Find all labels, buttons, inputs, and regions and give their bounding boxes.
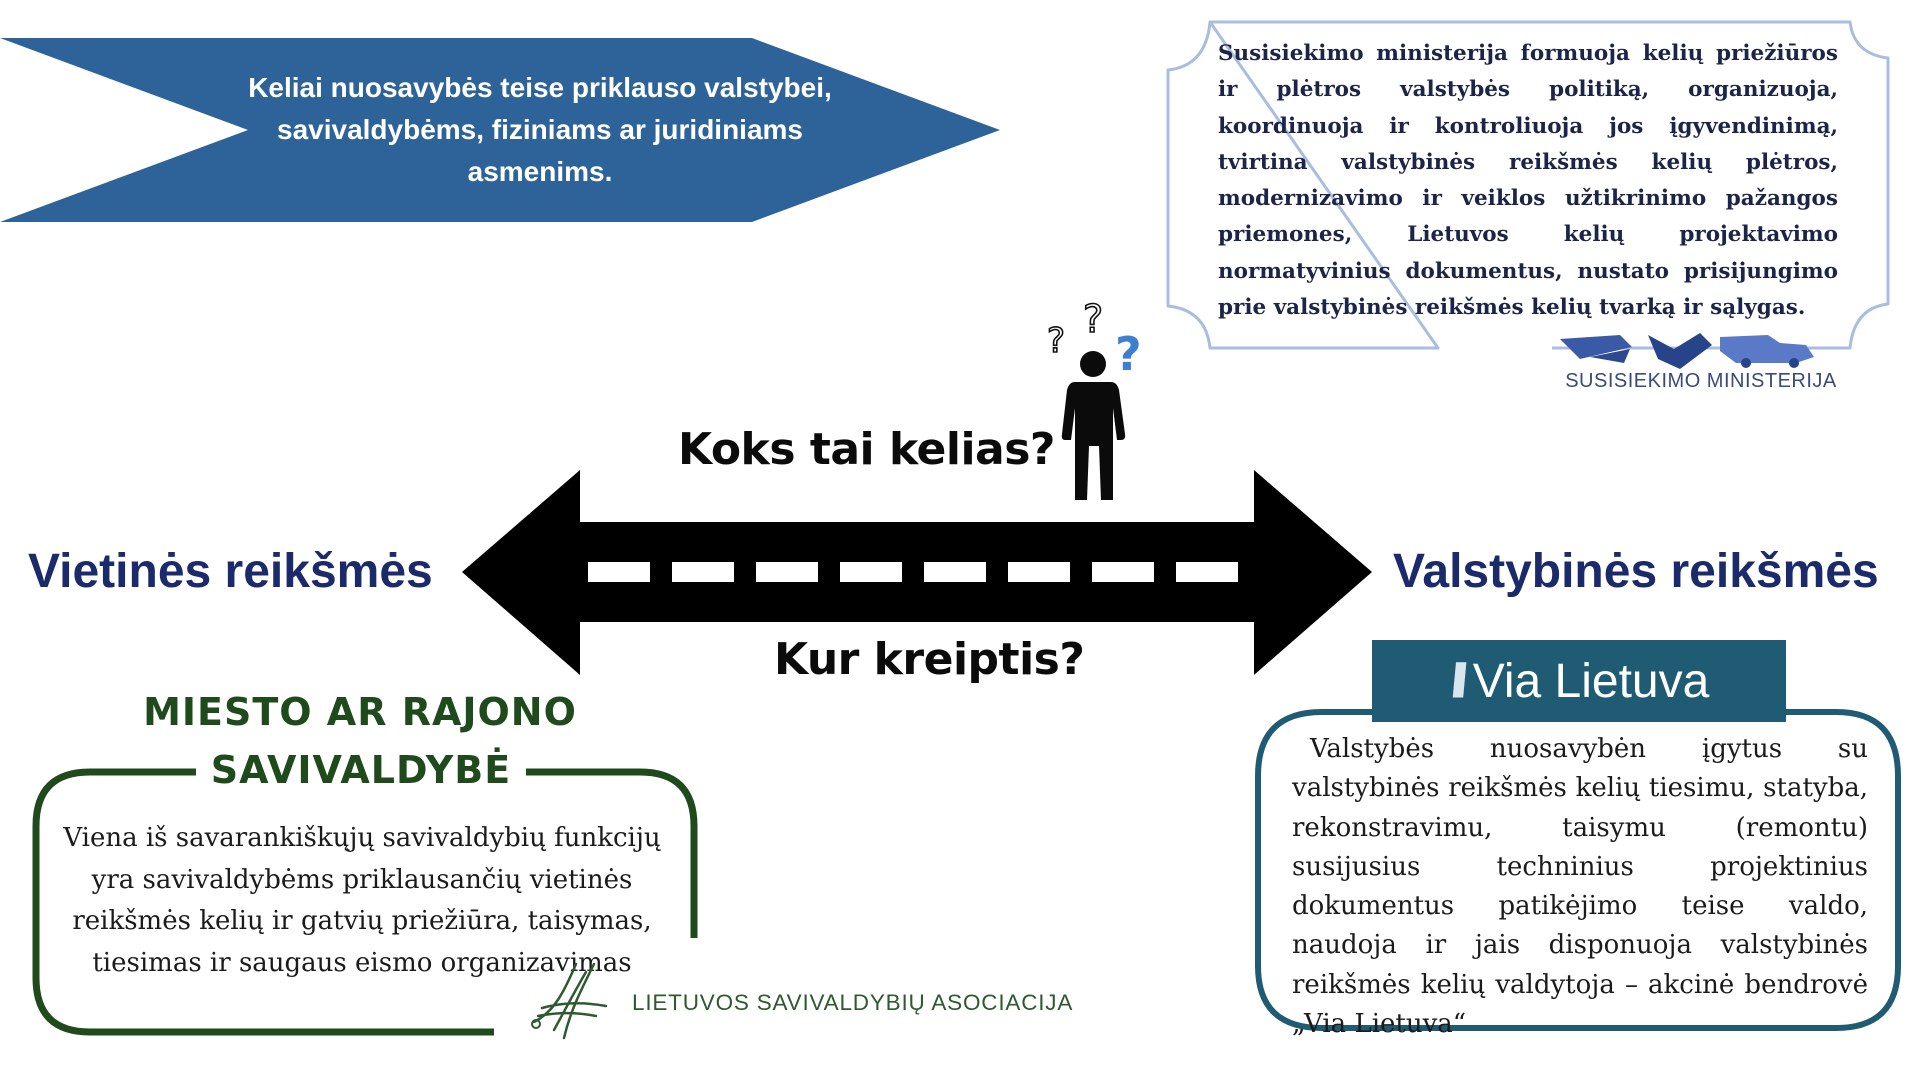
ministry-logo-text: SUSISIEKIMO MINISTERIJA — [1565, 370, 1837, 392]
question-where-to-apply: Kur kreiptis? — [774, 634, 1085, 685]
label-local-significance: Vietinės reikšmės — [28, 545, 433, 598]
via-lietuva-logo — [1372, 640, 1786, 722]
road-arrow-icon — [462, 470, 1372, 675]
svg-text:?: ? — [1047, 321, 1066, 361]
banner-text: Keliai nuosavybės teise priklauso valstybei, savivaldybėms, fiziniams ar juridiniams asmenims. — [248, 72, 832, 187]
svg-text:?: ? — [1083, 300, 1104, 341]
via-lietuva-description-text: Valstybės nuosavybėn įgytus su valstybinės reikšmės kelių tiesimu, statyba, rekonstravimu, taisymu (remontu) susijusius techninius projektinius dokumentus patikėjimo teise valdo, naudoja ir jais disponuoja valstybinės reikšmės kelių valdytoja – akcinė bendrovė „Via Lietuva“ — [1292, 734, 1868, 1040]
municipality-title-line1: MIESTO AR RAJONO — [143, 690, 577, 734]
ministry-description: Susisiekimo ministerija formuoja kelių priežiūros ir plėtros valstybės politiką, organizuoja, koordinuoja ir kontroliuoja jos įgyvendinimą, tvirtina valstybinės reikšmės kelių plėtros, modernizavimo ir veiklos užtikrinimo pažangos priemones, Lietuvos kelių projektavimo normatyvinius dokumentus, nustato prisijungimo prie valstybinės reikšmės kelių tvarką ir sąlygas. — [1218, 41, 1838, 321]
via-lietuva-logo-text: Via Lietuva — [1472, 654, 1710, 708]
question-road-type: Koks tai kelias? — [678, 424, 1055, 475]
lsa-logo-icon — [524, 952, 614, 1044]
via-lietuva-description — [1292, 730, 1868, 1040]
via-lietuva-slashes-icon: \\\ — [1439, 654, 1469, 708]
association-name: LIETUVOS SAVIVALDYBIŲ ASOCIACIJA — [632, 990, 1074, 1015]
municipality-description: Viena iš savarankiškųjų savivaldybių funkcijų yra savivaldybėms priklausančių vietinės reikšmės kelių ir gatvių priežiūra, taisymas, tiesimas ir saugaus eismo organizavimas — [63, 823, 661, 978]
municipality-title-line2: SAVIVALDYBĖ — [196, 748, 526, 792]
svg-text:?: ? — [1115, 327, 1142, 381]
label-state-significance: Valstybinės reikšmės — [1393, 545, 1879, 598]
